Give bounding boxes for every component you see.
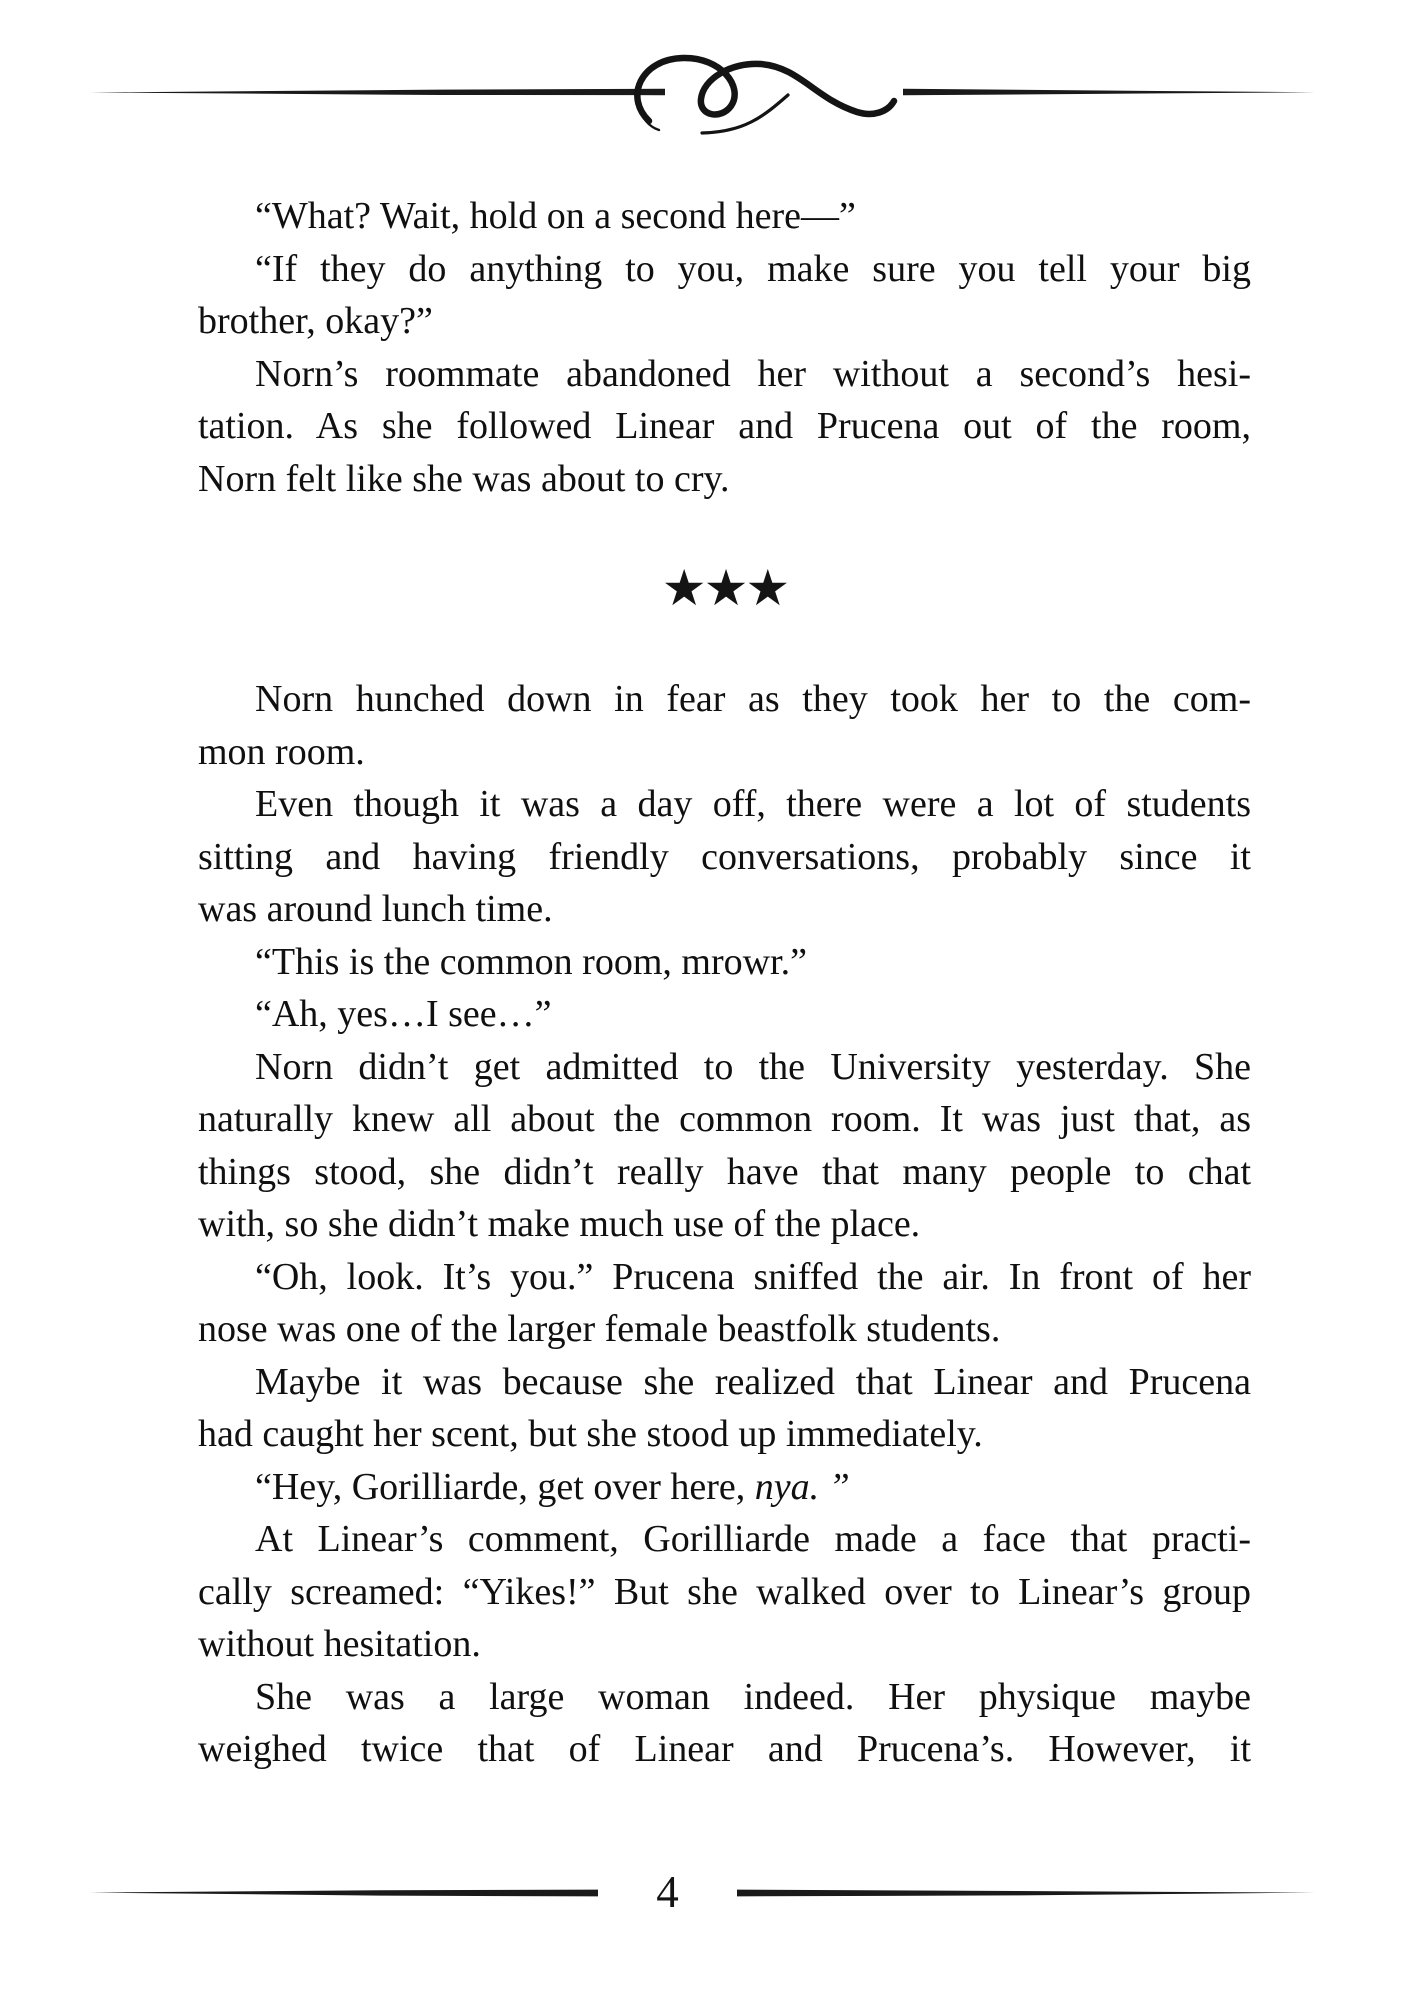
text-line [198,453,1251,506]
scene-break-stars: ★★★ [661,559,788,617]
text-run: was around lunch time. [198,888,553,930]
page-number: 4 [656,1867,679,1917]
text-line [198,936,1251,989]
text-line [198,1566,1251,1619]
footer-rule-right [737,1890,1315,1897]
text-run: At Linear’s comment, Gorilliarde made a face that practi- [255,1518,1251,1560]
text-line [198,1461,1251,1514]
text-run: Norn didn’t get admitted to the University yesterday. She [255,1045,1251,1088]
text-line [198,1408,1251,1461]
header-rule-right [903,89,1315,95]
text-line [198,1093,1251,1146]
header-rule-left [90,89,665,95]
text-run: “Hey, Gorilliarde, get over here, [255,1465,755,1508]
text-run: mon room. [198,730,365,773]
footer-rule-left [90,1890,598,1897]
text-line [198,1146,1251,1199]
text-run: “Oh, look. It’s you.” Prucena sniffed the air. In front of her [255,1255,1251,1298]
text-run: Norn felt like she was about to cry. [198,457,730,500]
italic-text-run: nya. ” [754,1465,850,1508]
text-line [198,883,1251,936]
text-line [198,1723,1251,1776]
text-line [198,1671,1251,1724]
text-line [198,243,1251,296]
text-line [198,1251,1251,1304]
text-line [198,1356,1251,1409]
text-run: naturally knew all about the common room. It was just that, as [198,1098,1251,1140]
text-line [198,1303,1251,1356]
text-line [198,673,1251,726]
text-line [198,831,1251,884]
text-run: with, so she didn’t make much use of the place. [198,1203,921,1245]
body-text-block-1 [198,190,1251,505]
text-line [198,726,1251,779]
text-run: “Ah, yes…I see…” [255,993,552,1035]
text-run: tation. As she followed Linear and Prucena out of the room, [198,405,1251,447]
body-text-block-2 [198,673,1251,1776]
text-run: Norn’s roommate abandoned her without a second’s hesi- [255,352,1251,395]
text-run: things stood, she didn’t really have that many people to chat [198,1150,1251,1193]
text-line [198,400,1251,453]
text-run: without hesitation. [198,1623,481,1665]
text-run: nose was one of the larger female beastfolk students. [198,1308,1001,1350]
text-run: Maybe it was because she realized that Linear and Prucena [255,1360,1251,1403]
text-run: brother, okay?” [198,300,433,342]
text-run: Norn hunched down in fear as they took her to the com- [255,678,1251,720]
text-run: weighed twice that of Linear and Prucena’s. However, it [198,1728,1251,1770]
text-run: sitting and having friendly conversations, probably since it [198,835,1251,878]
text-line [198,1513,1251,1566]
text-line [198,1041,1251,1094]
text-run: “What? Wait, hold on a second here—” [255,195,856,237]
text-line [198,190,1251,243]
text-run: “This is the common room, mrowr.” [255,940,807,983]
text-line [198,1618,1251,1671]
text-line [198,988,1251,1041]
text-run: She was a large woman indeed. Her physique maybe [255,1675,1251,1718]
text-run: had caught her scent, but she stood up immediately. [198,1413,983,1455]
text-line [198,1198,1251,1251]
text-run: cally screamed: “Yikes!” But she walked over to Linear’s group [198,1570,1251,1613]
text-line [198,348,1251,401]
text-line [198,778,1251,831]
text-run: “If they do anything to you, make sure you tell your big [255,247,1251,290]
text-line [198,295,1251,348]
flourish-ornament-icon [637,58,894,133]
text-run: Even though it was a day off, there were a lot of students [255,783,1251,825]
